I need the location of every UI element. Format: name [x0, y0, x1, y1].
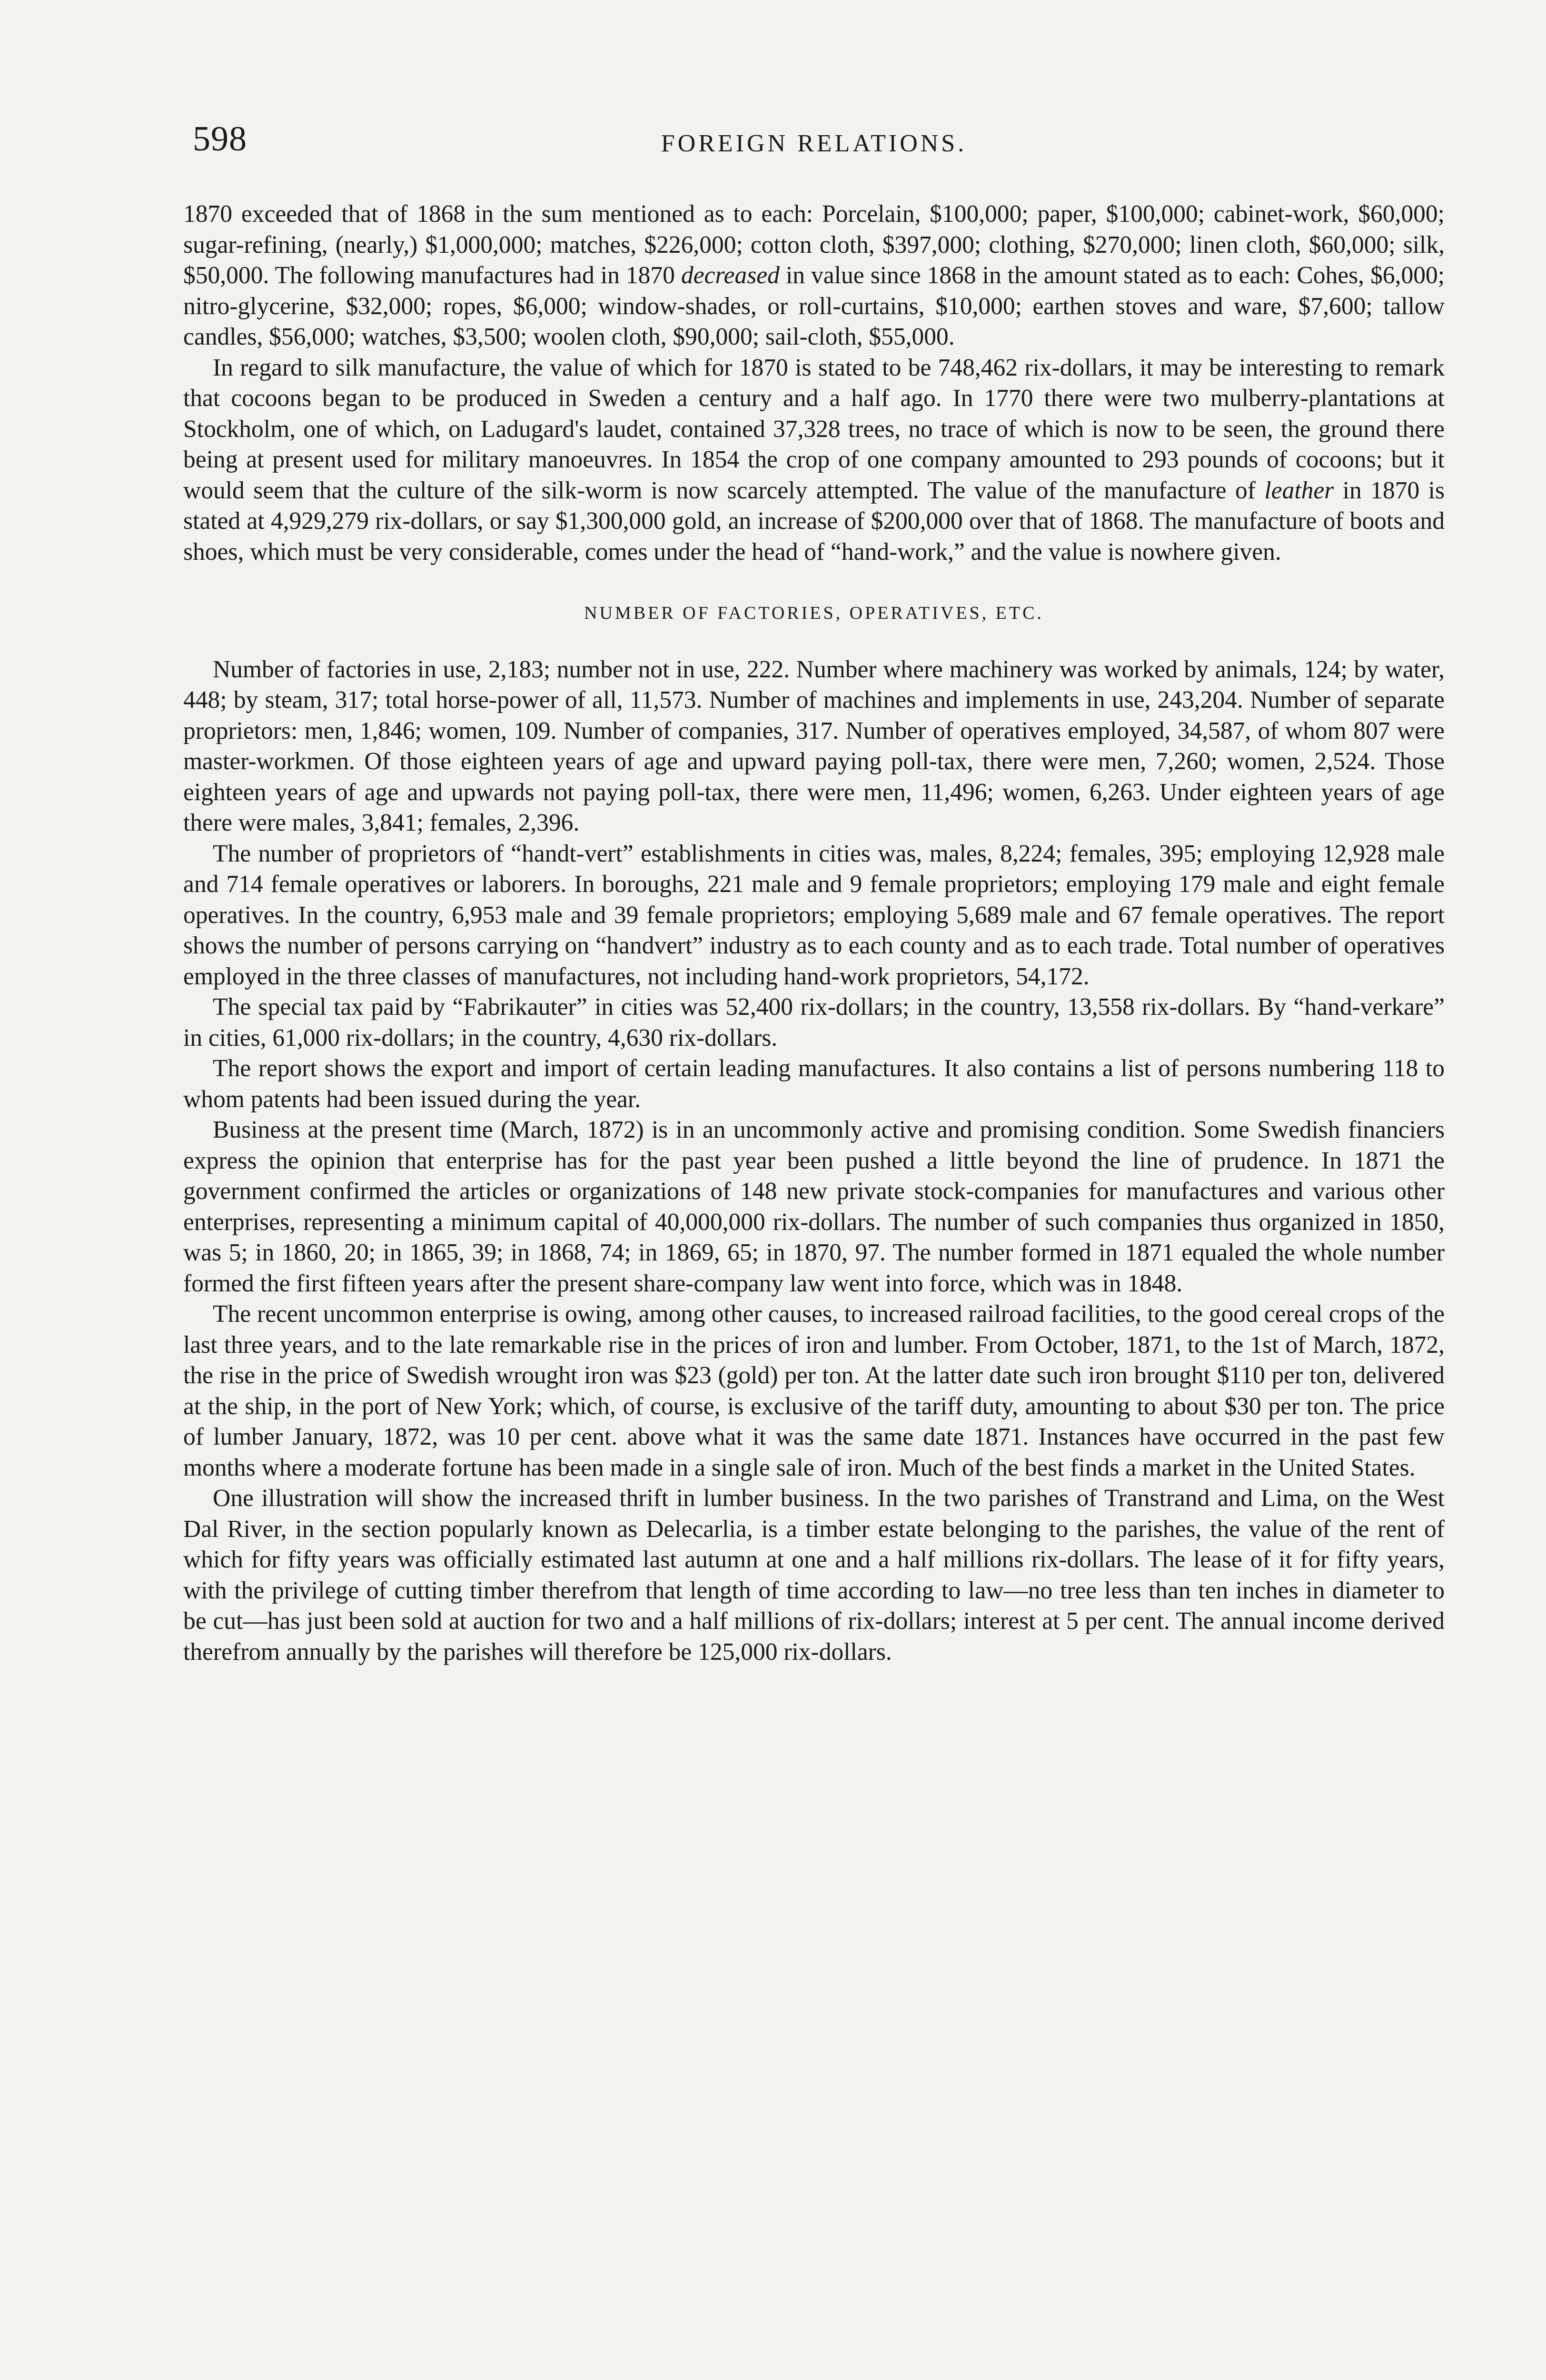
paragraph: Business at the present time (March, 1872) is in an uncommonly active and promising condition. Some Swedish financiers express the opinion that enterprise has for the past year been pushed a little beyond the line of prudence. In 1871 the government confirmed the articles or organizations of 148 new private stock-companies for manufactures and various other enterprises, representing a minimum capital of 40,000,000 rix-dollars. The number of such companies thus organized in 1850, was 5; in 1860, 20; in 1865, 39; in 1868, 74; in 1869, 65; in 1870, 97. The number formed in 1871 equaled the whole number formed the first fifteen years after the present share-company law went into force, which was in 1848.: [183, 1116, 1445, 1297]
body-text: [183, 199, 1445, 1667]
paragraph: 1870 exceeded that of 1868 in the sum mentioned as to each: Porcelain, $100,000; paper, $100,000; cabinet-work, $60,000; sugar-refining, (nearly,) $1,000,000; matches, $226,000; cotton cloth, $397,000; clothing, $270,000; linen cloth, $60,000; silk, $50,000. The following manufactures had in 1870 decreased in value since 1868 in the amount stated as to each: Cohes, $6,000; nitro-glycerine, $32,000; ropes, $6,000; window-shades, or roll-curtains, $10,000; earthen stoves and ware, $7,600; tallow candles, $56,000; watches, $3,500; woolen cloth, $90,000; sail-cloth, $55,000.: [183, 200, 1445, 350]
page-header: [183, 119, 1445, 186]
document-page: [183, 119, 1445, 1667]
paragraph: The number of proprietors of “handt-vert” establishments in cities was, males, 8,224; females, 395; employing 12,928 male and 714 female operatives or laborers. In boroughs, 221 male and 9 female proprietors; employing 179 male and eight female operatives. In the country, 6,953 male and 39 female proprietors; employing 5,689 male and 67 female operatives. The report shows the number of persons carrying on “handvert” industry as to each county and as to each trade. Total number of operatives employed in the three classes of manufactures, not including hand-work proprietors, 54,172.: [183, 840, 1445, 990]
section-heading: NUMBER OF FACTORIES, OPERATIVES, ETC.: [584, 603, 1044, 623]
paragraph: In regard to silk manufacture, the value of which for 1870 is stated to be 748,462 rix-dollars, it may be interesting to remark that cocoons began to be produced in Sweden a century and a half ago. In 1770 there were two mulberry-plantations at Stockholm, one of which, on Ladugard's laudet, contained 37,328 trees, no trace of which is now to be seen, the ground there being at present used for military manoeuvres. In 1854 the crop of one company amounted to 293 pounds of cocoons; but it would seem that the culture of the silk-worm is now scarcely attempted. The value of the manufacture of leather in 1870 is stated at 4,929,279 rix-dollars, or say $1,300,000 gold, an increase of $200,000 over that of 1868. The manufacture of boots and shoes, which must be very considerable, comes under the head of “hand-work,” and the value is nowhere given.: [183, 354, 1445, 565]
paragraph: The report shows the export and import of certain leading manufactures. It also contains a list of persons numbering 118 to whom patents had been issued during the year.: [183, 1055, 1445, 1113]
paragraph: One illustration will show the increased thrift in lumber business. In the two parishes of Transtrand and Lima, on the West Dal River, in the section popularly known as Delecarlia, is a timber estate belonging to the parishes, the value of the rent of which for fifty years was officially estimated last autumn at one and a half millions rix-dollars. The lease of it for fifty years, with the privilege of cutting timber therefrom that length of time according to law—no tree less than ten inches in diameter to be cut—has just been sold at auction for two and a half millions of rix-dollars; interest at 5 per cent. The annual income derived therefrom annually by the parishes will therefore be 125,000 rix-dollars.: [183, 1485, 1445, 1666]
paragraph: The special tax paid by “Fabrikauter” in cities was 52,400 rix-dollars; in the country, 13,558 rix-dollars. By “hand-verkare” in cities, 61,000 rix-dollars; in the country, 4,630 rix-dollars.: [183, 993, 1445, 1051]
paragraph: Number of factories in use, 2,183; number not in use, 222. Number where machinery was worked by animals, 124; by water, 448; by steam, 317; total horse-power of all, 11,573. Number of machines and implements in use, 243,204. Number of separate proprietors: men, 1,846; women, 109. Number of companies, 317. Number of operatives employed, 34,587, of whom 807 were master-workmen. Of those eighteen years of age and upward paying poll-tax, there were men, 7,260; women, 2,524. Those eighteen years of age and upwards not paying poll-tax, there were men, 11,496; women, 6,263. Under eighteen years of age there were males, 3,841; females, 2,396.: [183, 655, 1445, 836]
paragraph: The recent uncommon enterprise is owing, among other causes, to increased railroad facilities, to the good cereal crops of the last three years, and to the late remarkable rise in the prices of iron and lumber. From October, 1871, to the 1st of March, 1872, the rise in the price of Swedish wrought iron was $23 (gold) per ton. At the latter date such iron brought $110 per ton, delivered at the ship, in the port of New York; which, of course, is exclusive of the tariff duty, amounting to about $30 per ton. The price of lumber January, 1872, was 10 per cent. above what it was the same date 1871. Instances have occurred in the past few months where a moderate fortune has been made in a single sale of iron. Much of the best finds a market in the United States.: [183, 1300, 1445, 1481]
page-number: 598: [193, 119, 247, 159]
running-title: FOREIGN RELATIONS.: [661, 130, 967, 157]
